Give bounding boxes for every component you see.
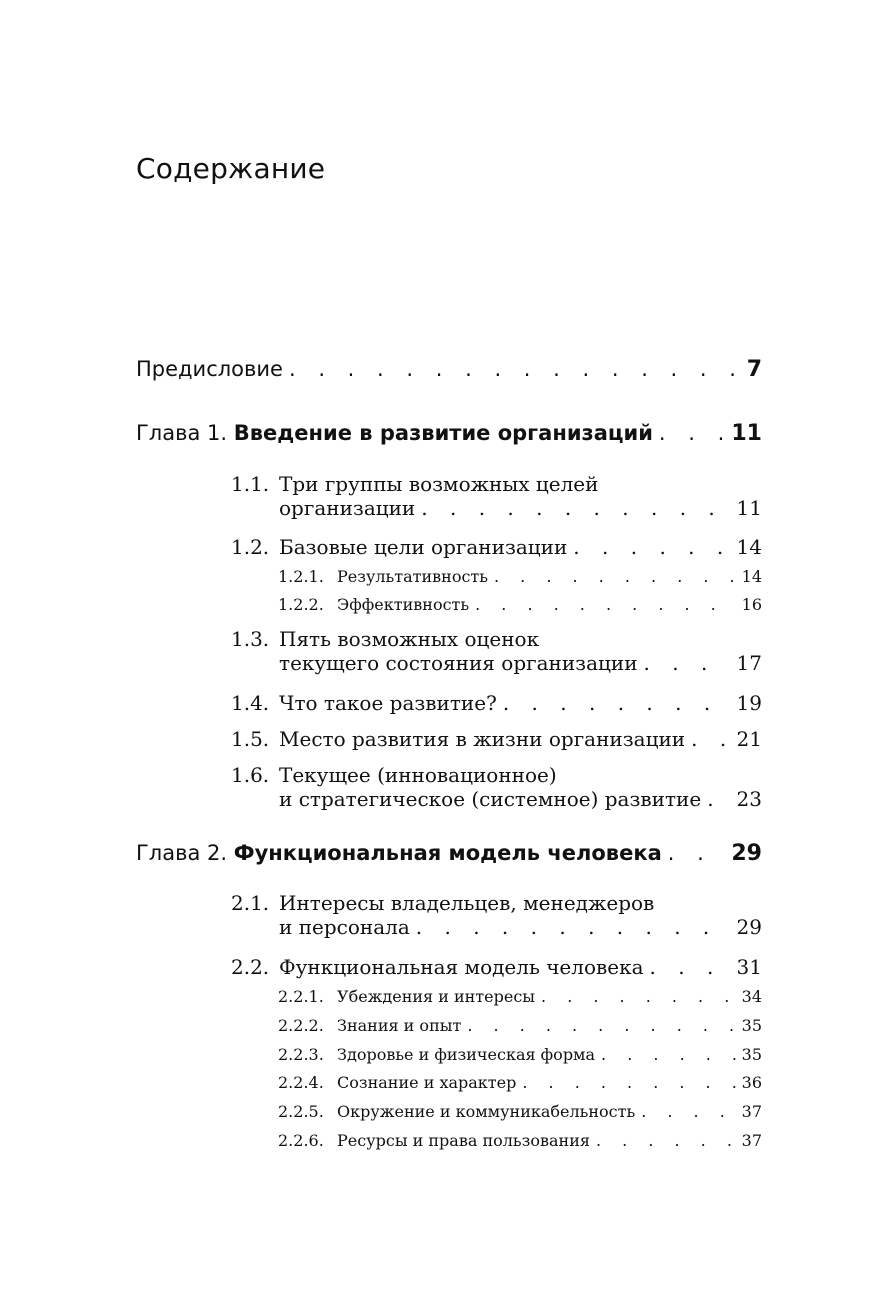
- section-number: 2.2.1.: [278, 987, 324, 1006]
- dot-leader: [541, 987, 736, 1006]
- toc-page-number: 36: [741, 1073, 762, 1092]
- toc-page-number: 7: [746, 357, 762, 382]
- section-title: Знания и опыт: [337, 1016, 462, 1035]
- toc-section-1-5[interactable]: [136, 727, 762, 751]
- toc-page-number: 37: [741, 1102, 762, 1121]
- chapter-prefix: Глава 1.: [136, 421, 228, 445]
- dot-leader: [573, 535, 730, 559]
- dot-leader: [650, 955, 731, 979]
- dot-leader: [494, 567, 736, 586]
- section-number: 1.2.1.: [278, 567, 324, 586]
- section-title: Результативность: [337, 567, 488, 586]
- toc-page-number: 16: [741, 595, 762, 614]
- section-number: 1.2.2.: [278, 595, 324, 614]
- dot-leader: [601, 1045, 736, 1064]
- toc-page-number: 11: [731, 421, 762, 446]
- section-title-line: организации: [279, 496, 416, 520]
- toc-section-1-1[interactable]: [136, 472, 762, 520]
- dot-leader: [691, 727, 730, 751]
- section-number: 1.4.: [231, 691, 270, 715]
- section-title-line: и персонала: [279, 915, 410, 939]
- dot-leader: [668, 841, 726, 865]
- dot-leader: [707, 787, 730, 811]
- section-number: 1.1.: [231, 472, 270, 496]
- page-title: Содержание: [136, 152, 326, 185]
- toc-section-1-3[interactable]: [136, 627, 762, 675]
- section-title-line: текущего состояния организации: [279, 651, 638, 675]
- toc-page-number: 17: [736, 651, 762, 675]
- section-number: 1.6.: [231, 763, 270, 787]
- toc-section-1-6[interactable]: [136, 763, 762, 811]
- dot-leader: [596, 1131, 736, 1150]
- toc-page-number: 23: [736, 787, 762, 811]
- section-title-line: Текущее (инновационное): [279, 763, 557, 787]
- toc-section-1-4[interactable]: [136, 691, 762, 715]
- toc-subsection-2-2-1[interactable]: [136, 987, 762, 1006]
- toc-page-number: 19: [736, 691, 762, 715]
- section-number: 1.3.: [231, 627, 270, 651]
- section-number: 2.2.3.: [278, 1045, 324, 1064]
- section-title: Убеждения и интересы: [337, 987, 536, 1006]
- dot-leader: [467, 1016, 735, 1035]
- section-title-line: Пять возможных оценок: [279, 627, 540, 651]
- toc-page-number: 14: [736, 535, 762, 559]
- toc-subsection-2-2-2[interactable]: [136, 1016, 762, 1035]
- toc-section-2-1[interactable]: [136, 891, 762, 939]
- toc-page-number: 35: [741, 1016, 762, 1035]
- section-title-line: и стратегическое (системное) развитие: [279, 787, 702, 811]
- toc-subsection-1-2-1[interactable]: [136, 567, 762, 586]
- section-title: Что такое развитие?: [279, 691, 497, 715]
- toc-subsection-2-2-3[interactable]: [136, 1045, 762, 1064]
- toc-section-1-2[interactable]: [136, 535, 762, 559]
- toc-section-2-2[interactable]: [136, 955, 762, 979]
- section-title: Функциональная модель человека: [279, 955, 644, 979]
- toc-page-number: 35: [741, 1045, 762, 1064]
- dot-leader: [522, 1073, 735, 1092]
- section-title: Здоровье и физическая форма: [337, 1045, 596, 1064]
- toc-chapter-1[interactable]: [136, 421, 762, 446]
- toc-page-number: 11: [736, 496, 762, 520]
- toc-page-number: 34: [741, 987, 762, 1006]
- toc-entry-preface[interactable]: [136, 357, 762, 382]
- toc-subsection-2-2-5[interactable]: [136, 1102, 762, 1121]
- dot-leader: [416, 915, 731, 939]
- section-number: 1.2.: [231, 535, 270, 559]
- chapter-title: Функциональная модель человека: [233, 841, 662, 865]
- toc-entry-title: Предисловие: [136, 357, 283, 381]
- dot-leader: [475, 595, 736, 614]
- toc-page-number: 29: [736, 915, 762, 939]
- section-number: 1.5.: [231, 727, 270, 751]
- toc-chapter-2[interactable]: [136, 841, 762, 866]
- toc-page-number: 29: [731, 841, 762, 866]
- section-title: Базовые цели организации: [279, 535, 568, 559]
- section-title-line: Три группы возможных целей: [279, 472, 599, 496]
- dot-leader: [503, 691, 731, 715]
- chapter-title: Введение в развитие организаций: [233, 421, 653, 445]
- section-title: Ресурсы и права пользования: [337, 1131, 590, 1150]
- toc-subsection-2-2-4[interactable]: [136, 1073, 762, 1092]
- toc-page-number: 37: [741, 1131, 762, 1150]
- section-number: 2.2.4.: [278, 1073, 324, 1092]
- section-title-line: Интересы владельцев, менеджеров: [279, 891, 655, 915]
- section-number: 2.2.2.: [278, 1016, 324, 1035]
- section-number: 2.1.: [231, 891, 270, 915]
- toc-subsection-1-2-2[interactable]: [136, 595, 762, 614]
- dot-leader: [644, 651, 731, 675]
- dot-leader: [659, 421, 725, 445]
- toc-page-number: 21: [736, 727, 762, 751]
- section-number: 2.2.6.: [278, 1131, 324, 1150]
- toc-page-number: 14: [741, 567, 762, 586]
- dot-leader: [289, 357, 741, 381]
- dot-leader: [641, 1102, 735, 1121]
- dot-leader: [421, 496, 730, 520]
- section-title: Сознание и характер: [337, 1073, 517, 1092]
- section-title: Эффективность: [337, 595, 470, 614]
- section-number: 2.2.: [231, 955, 270, 979]
- toc-page-number: 31: [736, 955, 762, 979]
- section-number: 2.2.5.: [278, 1102, 324, 1121]
- chapter-prefix: Глава 2.: [136, 841, 228, 865]
- toc-subsection-2-2-6[interactable]: [136, 1131, 762, 1150]
- section-title: Место развития в жизни организации: [279, 727, 686, 751]
- section-title: Окружение и коммуникабельность: [337, 1102, 636, 1121]
